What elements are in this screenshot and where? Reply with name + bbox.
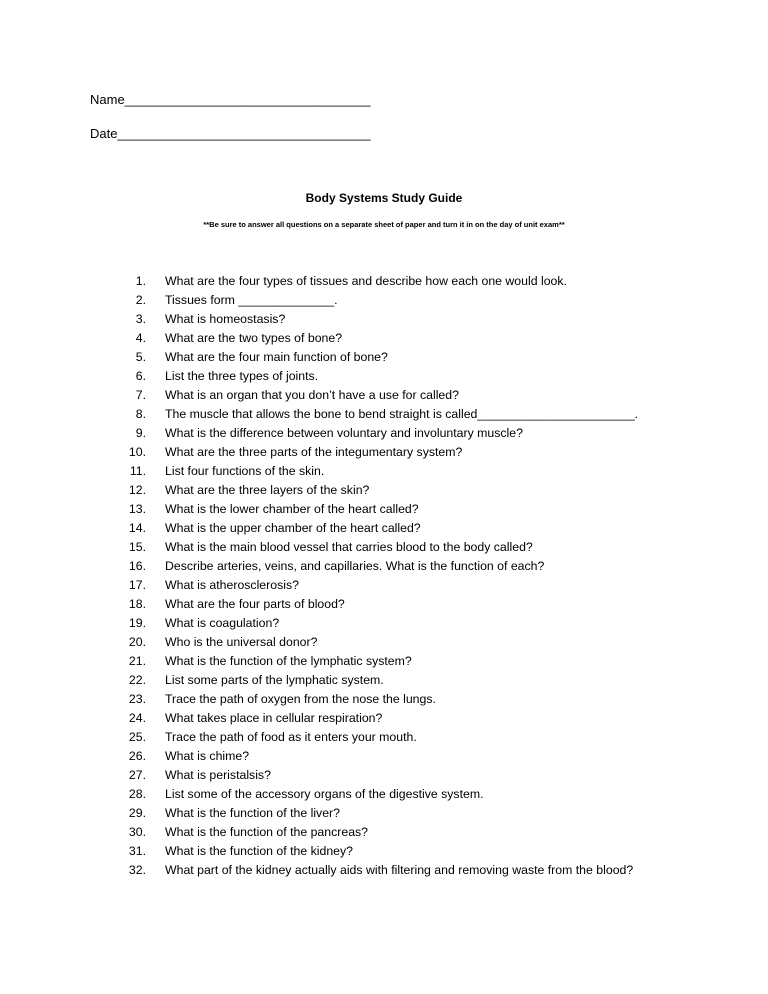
question-item: [120, 367, 638, 386]
question-item: [120, 823, 638, 842]
question-text: List some of the accessory organs of the digestive system.: [165, 787, 484, 801]
question-number: 22.: [128, 673, 146, 687]
question-number: 24.: [128, 711, 146, 725]
question-text: What is the upper chamber of the heart called?: [165, 521, 421, 535]
question-number: 8.: [135, 407, 146, 421]
question-number: 12.: [128, 483, 146, 497]
question-text: Describe arteries, veins, and capillaries. What is the function of each?: [165, 559, 545, 573]
question-number: 6.: [135, 369, 146, 383]
question-text: What part of the kidney actually aids with filtering and removing waste from the blood?: [165, 863, 634, 877]
question-number: 18.: [128, 597, 146, 611]
question-item: [120, 709, 638, 728]
question-text: What is the function of the kidney?: [165, 844, 353, 858]
question-text: What are the two types of bone?: [165, 331, 343, 345]
question-number: 27.: [128, 768, 146, 782]
question-number: 3.: [135, 312, 146, 326]
question-number: 29.: [128, 806, 146, 820]
question-text: What is the difference between voluntary and involuntary muscle?: [165, 426, 523, 440]
question-text: What is the main blood vessel that carries blood to the body called?: [165, 540, 533, 554]
question-item: [120, 329, 638, 348]
question-text: What are the four main function of bone?: [165, 350, 388, 364]
question-item: [120, 291, 638, 310]
date-field-line: Date___________________________________: [90, 126, 371, 141]
question-item: [120, 310, 638, 329]
question-text: Trace the path of oxygen from the nose the lungs.: [165, 692, 436, 706]
question-number: 9.: [135, 426, 146, 440]
question-number: 20.: [128, 635, 146, 649]
question-number: 15.: [128, 540, 146, 554]
question-number: 11.: [129, 464, 146, 478]
question-item: [120, 747, 638, 766]
question-text: What are the three parts of the integumentary system?: [165, 445, 463, 459]
question-item: [120, 481, 638, 500]
name-field-line: Name__________________________________: [90, 92, 371, 107]
question-item: [120, 861, 638, 880]
question-text: What takes place in cellular respiration?: [165, 711, 383, 725]
question-text: What is the function of the pancreas?: [165, 825, 369, 839]
question-text: What is peristalsis?: [165, 768, 271, 782]
question-number: 28.: [128, 787, 146, 801]
question-text: Who is the universal donor?: [165, 635, 318, 649]
question-text: List four functions of the skin.: [165, 464, 325, 478]
question-item: [120, 405, 638, 424]
question-number: 30.: [128, 825, 146, 839]
question-item: [120, 538, 638, 557]
question-text: What is chime?: [165, 749, 250, 763]
question-item: [120, 443, 638, 462]
question-item: [120, 842, 638, 861]
question-item: [120, 595, 638, 614]
question-item: [120, 519, 638, 538]
question-number: 2.: [135, 293, 146, 307]
question-number: 23.: [128, 692, 146, 706]
question-item: [120, 557, 638, 576]
question-item: [120, 633, 638, 652]
question-number: 10.: [128, 445, 146, 459]
question-text: What are the four parts of blood?: [165, 597, 345, 611]
question-number: 26.: [128, 749, 146, 763]
instructions-note: **Be sure to answer all questions on a separate sheet of paper and turn it in on the day of unit exam**: [203, 220, 565, 229]
question-text: What are the three layers of the skin?: [165, 483, 370, 497]
question-text: What is the function of the liver?: [165, 806, 340, 820]
question-item: [120, 424, 638, 443]
question-item: [120, 671, 638, 690]
question-number: 7.: [135, 388, 146, 402]
question-text: The muscle that allows the bone to bend straight is called_______________________.: [165, 407, 639, 421]
question-text: What is the lower chamber of the heart called?: [165, 502, 419, 516]
question-number: 13.: [128, 502, 146, 516]
question-text: List the three types of joints.: [165, 369, 319, 383]
question-number: 19.: [128, 616, 146, 630]
question-text: What is atherosclerosis?: [165, 578, 299, 592]
question-number: 17.: [128, 578, 146, 592]
question-item: [120, 462, 638, 481]
question-text: What are the four types of tissues and describe how each one would look.: [165, 274, 567, 288]
question-item: [120, 766, 638, 785]
question-number: 32.: [128, 863, 146, 877]
question-text: List some parts of the lymphatic system.: [165, 673, 384, 687]
question-text: What is the function of the lymphatic system?: [165, 654, 412, 668]
question-item: [120, 348, 638, 367]
question-text: What is homeostasis?: [165, 312, 286, 326]
question-item: [120, 386, 638, 405]
question-text: What is coagulation?: [165, 616, 280, 630]
question-number: 21.: [128, 654, 146, 668]
page-title: Body Systems Study Guide: [305, 191, 463, 205]
question-number: 31.: [128, 844, 146, 858]
question-item: [120, 785, 638, 804]
question-number: 5.: [135, 350, 146, 364]
question-list: [120, 272, 638, 880]
question-number: 4.: [135, 331, 146, 345]
question-text: Trace the path of food as it enters your mouth.: [165, 730, 417, 744]
question-item: [120, 728, 638, 747]
question-item: [120, 272, 638, 291]
question-item: [120, 614, 638, 633]
question-number: 25.: [128, 730, 146, 744]
question-item: [120, 652, 638, 671]
question-text: Tissues form ______________.: [165, 293, 338, 307]
question-text: What is an organ that you don’t have a use for called?: [165, 388, 459, 402]
question-item: [120, 500, 638, 519]
question-number: 16.: [128, 559, 146, 573]
question-number: 1.: [135, 274, 146, 288]
question-item: [120, 690, 638, 709]
question-item: [120, 804, 638, 823]
question-number: 14.: [128, 521, 146, 535]
question-item: [120, 576, 638, 595]
